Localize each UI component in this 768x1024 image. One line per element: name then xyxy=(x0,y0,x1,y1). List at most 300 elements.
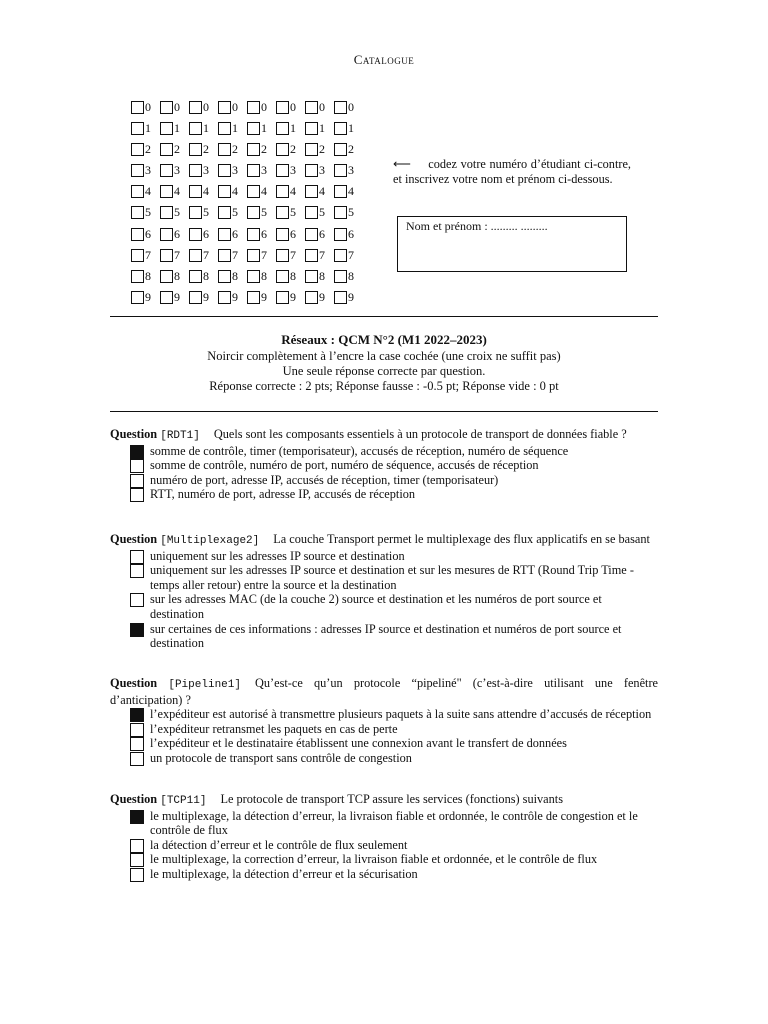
checkbox-square[interactable] xyxy=(247,143,260,156)
id-digit-checkbox[interactable] xyxy=(189,119,218,137)
id-digit-checkbox[interactable] xyxy=(189,140,218,158)
answer-checkbox[interactable] xyxy=(130,723,144,737)
checkbox-square[interactable] xyxy=(305,101,318,114)
answer-checkbox[interactable] xyxy=(130,853,144,867)
checkbox-square[interactable] xyxy=(160,143,173,156)
question-heading xyxy=(110,676,658,707)
id-digit-checkbox[interactable] xyxy=(334,119,363,137)
checkbox-square[interactable] xyxy=(189,291,202,304)
checkbox-square[interactable] xyxy=(247,270,260,283)
id-digit-checkbox[interactable] xyxy=(334,268,363,286)
id-digit-checkbox[interactable] xyxy=(131,98,160,116)
checkbox-square[interactable] xyxy=(131,291,144,304)
id-digit-checkbox[interactable] xyxy=(247,268,276,286)
id-digit-checkbox[interactable] xyxy=(305,119,334,137)
answer-text: uniquement sur les adresses IP source et destination et sur les mesures de RTT (Round Trip Time - temps aller retour) entre la source et la destination xyxy=(150,563,634,592)
answer-option[interactable] xyxy=(110,473,658,488)
digit-label: 1 xyxy=(290,120,296,135)
id-digit-checkbox[interactable] xyxy=(218,119,247,137)
checkbox-square[interactable] xyxy=(218,185,231,198)
question-block xyxy=(110,532,658,651)
digit-label: 1 xyxy=(319,120,325,135)
digit-label: 7 xyxy=(174,247,180,262)
answer-text: RTT, numéro de port, adresse IP, accusés de réception xyxy=(150,487,416,502)
id-grid-row xyxy=(131,140,363,161)
id-digit-checkbox[interactable] xyxy=(334,140,363,158)
checkbox-square[interactable] xyxy=(305,249,318,262)
id-digit-checkbox[interactable] xyxy=(247,289,276,307)
id-digit-checkbox[interactable] xyxy=(189,268,218,286)
question-label: Question xyxy=(110,427,158,441)
id-digit-checkbox[interactable] xyxy=(160,268,189,286)
checkbox-square[interactable] xyxy=(218,101,231,114)
id-digit-checkbox[interactable] xyxy=(131,289,160,307)
checkbox-square[interactable] xyxy=(218,270,231,283)
page-header-title: Catalogue xyxy=(353,52,415,67)
checkbox-square[interactable] xyxy=(334,185,347,198)
id-grid-row xyxy=(131,162,363,183)
question-block xyxy=(110,676,658,766)
id-digit-checkbox[interactable] xyxy=(131,225,160,243)
id-digit-checkbox[interactable] xyxy=(160,225,189,243)
id-digit-checkbox[interactable] xyxy=(160,204,189,222)
digit-label: 9 xyxy=(145,290,151,305)
answer-checkbox[interactable] xyxy=(130,459,144,473)
checkbox-square[interactable] xyxy=(334,164,347,177)
checkbox-square[interactable] xyxy=(247,206,260,219)
digit-label: 2 xyxy=(232,141,238,156)
checkbox-square[interactable] xyxy=(305,228,318,241)
checkbox-square[interactable] xyxy=(131,164,144,177)
digit-label: 3 xyxy=(174,163,180,178)
checkbox-square[interactable] xyxy=(276,291,289,304)
id-digit-checkbox[interactable] xyxy=(189,246,218,264)
digit-label: 6 xyxy=(290,226,296,241)
id-digit-checkbox[interactable] xyxy=(131,204,160,222)
id-digit-checkbox[interactable] xyxy=(276,98,305,116)
answer-text: le multiplexage, la détection d’erreur et la sécurisation xyxy=(150,866,418,881)
id-digit-checkbox[interactable] xyxy=(218,289,247,307)
checkbox-square[interactable] xyxy=(276,164,289,177)
digit-label: 9 xyxy=(290,290,296,305)
checkbox-square[interactable] xyxy=(334,101,347,114)
checkbox-square[interactable] xyxy=(160,291,173,304)
checkbox-square[interactable] xyxy=(247,185,260,198)
digit-label: 3 xyxy=(348,163,354,178)
digit-label: 9 xyxy=(319,290,325,305)
digit-label: 9 xyxy=(261,290,267,305)
digit-label: 4 xyxy=(203,184,209,199)
checkbox-square[interactable] xyxy=(131,185,144,198)
answer-checkbox[interactable] xyxy=(130,839,144,853)
digit-label: 7 xyxy=(261,247,267,262)
id-digit-checkbox[interactable] xyxy=(334,98,363,116)
digit-label: 0 xyxy=(348,99,354,114)
id-digit-checkbox[interactable] xyxy=(276,225,305,243)
id-digit-checkbox[interactable] xyxy=(160,98,189,116)
checkbox-square[interactable] xyxy=(189,143,202,156)
id-digit-checkbox[interactable] xyxy=(276,289,305,307)
checkbox-square[interactable] xyxy=(131,122,144,135)
checkbox-square[interactable] xyxy=(247,101,260,114)
answer-option[interactable] xyxy=(110,444,658,459)
id-digit-checkbox[interactable] xyxy=(131,162,160,180)
answer-checkbox-checked[interactable] xyxy=(130,623,144,637)
question-id: [TCP11] xyxy=(160,795,207,807)
checkbox-square[interactable] xyxy=(131,270,144,283)
answer-option[interactable] xyxy=(110,809,658,838)
digit-label: 8 xyxy=(261,269,267,283)
digit-label: 2 xyxy=(319,141,325,156)
id-digit-checkbox[interactable] xyxy=(334,246,363,264)
instruction-text: codez votre numéro d’étudiant ci-contre, et inscrivez votre nom et prénom ci-dessous. xyxy=(393,157,632,186)
id-digit-checkbox[interactable] xyxy=(160,289,189,307)
id-digit-checkbox[interactable] xyxy=(247,98,276,116)
id-digit-checkbox[interactable] xyxy=(218,268,247,286)
id-digit-checkbox[interactable] xyxy=(276,183,305,201)
answer-checkbox[interactable] xyxy=(130,752,144,766)
id-digit-checkbox[interactable] xyxy=(305,162,334,180)
digit-label: 2 xyxy=(261,141,267,156)
digit-label: 8 xyxy=(145,269,151,283)
id-digit-checkbox[interactable] xyxy=(247,183,276,201)
id-digit-checkbox[interactable] xyxy=(305,268,334,286)
id-digit-checkbox[interactable] xyxy=(276,119,305,137)
digit-label: 8 xyxy=(290,269,296,283)
digit-label: 3 xyxy=(319,163,325,178)
digit-label: 0 xyxy=(232,99,238,114)
digit-label: 9 xyxy=(174,290,180,305)
id-digit-checkbox[interactable] xyxy=(160,140,189,158)
id-digit-checkbox[interactable] xyxy=(334,289,363,307)
digit-label: 0 xyxy=(290,99,296,114)
answer-option[interactable] xyxy=(110,838,658,853)
checkbox-square[interactable] xyxy=(276,122,289,135)
id-digit-checkbox[interactable] xyxy=(305,204,334,222)
id-digit-checkbox[interactable] xyxy=(218,246,247,264)
id-digit-checkbox[interactable] xyxy=(131,246,160,264)
checkbox-square[interactable] xyxy=(218,122,231,135)
id-digit-checkbox[interactable] xyxy=(218,183,247,201)
id-digit-checkbox[interactable] xyxy=(334,225,363,243)
id-digit-checkbox[interactable] xyxy=(305,140,334,158)
checkbox-square[interactable] xyxy=(334,249,347,262)
question-id: [RDT1] xyxy=(160,430,200,442)
digit-label: 3 xyxy=(290,163,296,178)
divider-top xyxy=(110,316,658,317)
id-digit-checkbox[interactable] xyxy=(247,162,276,180)
digit-label: 9 xyxy=(348,290,354,305)
answer-option[interactable] xyxy=(110,736,658,751)
id-digit-checkbox[interactable] xyxy=(131,140,160,158)
answer-option[interactable] xyxy=(110,867,658,882)
checkbox-square[interactable] xyxy=(218,206,231,219)
checkbox-square[interactable] xyxy=(131,143,144,156)
digit-label: 9 xyxy=(203,290,209,305)
id-digit-checkbox[interactable] xyxy=(218,162,247,180)
answer-text: numéro de port, adresse IP, accusés de réception, timer (temporisateur) xyxy=(150,472,499,487)
digit-label: 6 xyxy=(261,226,267,241)
divider-bottom xyxy=(110,411,658,412)
id-digit-checkbox[interactable] xyxy=(218,140,247,158)
answer-checkbox[interactable] xyxy=(130,868,144,882)
id-digit-checkbox[interactable] xyxy=(276,140,305,158)
checkbox-square[interactable] xyxy=(131,228,144,241)
answer-text: l’expéditeur retransmet les paquets en cas de perte xyxy=(150,721,398,736)
digit-label: 0 xyxy=(145,99,151,114)
checkbox-square[interactable] xyxy=(276,143,289,156)
id-digit-checkbox[interactable] xyxy=(189,162,218,180)
checkbox-square[interactable] xyxy=(305,122,318,135)
answer-option[interactable] xyxy=(110,751,658,766)
checkbox-square[interactable] xyxy=(189,101,202,114)
checkbox-square[interactable] xyxy=(189,249,202,262)
answer-checkbox-checked[interactable] xyxy=(130,810,144,824)
id-digit-checkbox[interactable] xyxy=(131,268,160,286)
checkbox-square[interactable] xyxy=(276,206,289,219)
id-digit-checkbox[interactable] xyxy=(131,183,160,201)
id-digit-checkbox[interactable] xyxy=(189,183,218,201)
digit-label: 8 xyxy=(174,269,180,283)
student-id-grid xyxy=(131,98,363,310)
answer-checkbox-checked[interactable] xyxy=(130,708,144,722)
checkbox-square[interactable] xyxy=(334,143,347,156)
id-digit-checkbox[interactable] xyxy=(305,225,334,243)
checkbox-square[interactable] xyxy=(334,206,347,219)
answer-text: sur certaines de ces informations : adresses IP source et destination et numéros de port source et destination xyxy=(150,621,622,651)
checkbox-square[interactable] xyxy=(160,228,173,241)
digit-label: 6 xyxy=(319,226,325,241)
answer-option[interactable] xyxy=(110,563,658,592)
digit-label: 8 xyxy=(319,269,325,283)
answer-option[interactable] xyxy=(110,487,658,502)
checkbox-square[interactable] xyxy=(189,270,202,283)
id-digit-checkbox[interactable] xyxy=(276,162,305,180)
name-field[interactable] xyxy=(397,216,627,272)
id-grid-row xyxy=(131,98,363,119)
id-digit-checkbox[interactable] xyxy=(305,246,334,264)
id-digit-checkbox[interactable] xyxy=(131,119,160,137)
checkbox-square[interactable] xyxy=(218,249,231,262)
answer-text: le multiplexage, la détection d’erreur, la livraison fiable et ordonnée, le contrôle de congestion et le contrôle de flux xyxy=(150,808,638,838)
checkbox-square[interactable] xyxy=(160,101,173,114)
answer-option[interactable] xyxy=(110,722,658,737)
checkbox-square[interactable] xyxy=(131,206,144,219)
id-digit-checkbox[interactable] xyxy=(160,119,189,137)
digit-label: 5 xyxy=(319,205,325,220)
id-digit-checkbox[interactable] xyxy=(305,98,334,116)
id-digit-checkbox[interactable] xyxy=(160,183,189,201)
checkbox-square[interactable] xyxy=(305,164,318,177)
digit-label: 5 xyxy=(290,205,296,220)
digit-label: 5 xyxy=(261,205,267,220)
id-digit-checkbox[interactable] xyxy=(334,162,363,180)
answer-checkbox[interactable] xyxy=(130,564,144,578)
checkbox-square[interactable] xyxy=(305,291,318,304)
question-block xyxy=(110,427,658,502)
checkbox-square[interactable] xyxy=(189,206,202,219)
answer-checkbox[interactable] xyxy=(130,474,144,488)
answer-checkbox[interactable] xyxy=(130,593,144,607)
id-digit-checkbox[interactable] xyxy=(247,140,276,158)
answer-option[interactable] xyxy=(110,592,658,621)
checkbox-square[interactable] xyxy=(160,185,173,198)
id-digit-checkbox[interactable] xyxy=(189,98,218,116)
answer-text: somme de contrôle, numéro de port, numéro de séquence, accusés de réception xyxy=(150,458,539,473)
id-digit-checkbox[interactable] xyxy=(276,268,305,286)
checkbox-square[interactable] xyxy=(160,122,173,135)
id-digit-checkbox[interactable] xyxy=(247,119,276,137)
exam-title: Réseaux : QCM N°2 (M1 2022–2023) xyxy=(281,332,487,347)
id-digit-checkbox[interactable] xyxy=(247,204,276,222)
digit-label: 1 xyxy=(174,120,180,135)
digit-label: 2 xyxy=(203,141,209,156)
answer-checkbox-checked[interactable] xyxy=(130,445,144,459)
checkbox-square[interactable] xyxy=(247,122,260,135)
checkbox-square[interactable] xyxy=(218,291,231,304)
checkbox-square[interactable] xyxy=(334,270,347,283)
checkbox-square[interactable] xyxy=(276,101,289,114)
answer-option[interactable] xyxy=(110,622,658,651)
digit-label: 8 xyxy=(203,269,209,283)
checkbox-square[interactable] xyxy=(276,185,289,198)
question-heading xyxy=(110,427,658,444)
checkbox-square[interactable] xyxy=(276,270,289,283)
answer-checkbox[interactable] xyxy=(130,737,144,751)
checkbox-square[interactable] xyxy=(160,270,173,283)
digit-label: 7 xyxy=(232,247,238,262)
id-digit-checkbox[interactable] xyxy=(247,225,276,243)
id-digit-checkbox[interactable] xyxy=(189,204,218,222)
id-grid-row xyxy=(131,204,363,225)
answer-option[interactable] xyxy=(110,852,658,867)
digit-label: 3 xyxy=(203,163,209,178)
checkbox-square[interactable] xyxy=(160,206,173,219)
digit-label: 0 xyxy=(319,99,325,114)
checkbox-square[interactable] xyxy=(189,228,202,241)
digit-label: 4 xyxy=(261,184,267,199)
question-label: Question xyxy=(110,532,158,546)
digit-label: 4 xyxy=(232,184,238,199)
checkbox-square[interactable] xyxy=(276,249,289,262)
checkbox-square[interactable] xyxy=(160,164,173,177)
id-digit-checkbox[interactable] xyxy=(160,162,189,180)
digit-label: 2 xyxy=(290,141,296,156)
question-id: [Multiplexage2] xyxy=(160,535,260,547)
id-grid-row xyxy=(131,225,363,246)
digit-label: 8 xyxy=(232,269,238,283)
checkbox-square[interactable] xyxy=(189,122,202,135)
checkbox-square[interactable] xyxy=(334,228,347,241)
exam-rule-2: Une seule réponse correcte par question. xyxy=(282,364,486,378)
digit-label: 4 xyxy=(174,184,180,199)
checkbox-square[interactable] xyxy=(189,185,202,198)
id-instruction xyxy=(393,157,631,187)
checkbox-square[interactable] xyxy=(305,270,318,283)
checkbox-square[interactable] xyxy=(218,164,231,177)
digit-label: 6 xyxy=(203,226,209,241)
exam-rule-1: Noircir complètement à l’encre la case cochée (une croix ne suffit pas) xyxy=(207,349,561,363)
answer-option[interactable] xyxy=(110,707,658,722)
id-digit-checkbox[interactable] xyxy=(305,183,334,201)
digit-label: 0 xyxy=(203,99,209,114)
question-text: Le protocole de transport TCP assure les services (fonctions) suivants xyxy=(220,792,563,806)
checkbox-square[interactable] xyxy=(160,249,173,262)
digit-label: 6 xyxy=(145,226,151,241)
digit-label: 5 xyxy=(348,205,354,220)
checkbox-square[interactable] xyxy=(131,101,144,114)
digit-label: 5 xyxy=(145,205,151,220)
question-text: La couche Transport permet le multiplexage des flux applicatifs en se basant xyxy=(273,532,650,546)
digit-label: 3 xyxy=(145,163,151,178)
checkbox-square[interactable] xyxy=(189,164,202,177)
checkbox-square[interactable] xyxy=(247,164,260,177)
digit-label: 1 xyxy=(261,120,267,135)
answer-option[interactable] xyxy=(110,549,658,564)
digit-label: 7 xyxy=(319,247,325,262)
digit-label: 2 xyxy=(145,141,151,156)
id-digit-checkbox[interactable] xyxy=(305,289,334,307)
digit-label: 1 xyxy=(145,120,151,135)
checkbox-square[interactable] xyxy=(305,206,318,219)
id-grid-row xyxy=(131,289,363,310)
id-digit-checkbox[interactable] xyxy=(334,204,363,222)
id-digit-checkbox[interactable] xyxy=(247,246,276,264)
id-digit-checkbox[interactable] xyxy=(189,289,218,307)
question-block xyxy=(110,792,658,882)
answer-text: le multiplexage, la correction d’erreur, la livraison fiable et ordonnée, et le contrôle de flux xyxy=(150,852,598,867)
checkbox-square[interactable] xyxy=(218,143,231,156)
checkbox-square[interactable] xyxy=(218,228,231,241)
question-label: Question xyxy=(110,676,158,690)
id-digit-checkbox[interactable] xyxy=(218,225,247,243)
id-digit-checkbox[interactable] xyxy=(189,225,218,243)
answer-checkbox[interactable] xyxy=(130,550,144,564)
digit-label: 6 xyxy=(348,226,354,241)
checkbox-square[interactable] xyxy=(247,228,260,241)
name-field-label: Nom et prénom : ......... ......... xyxy=(406,219,548,233)
answer-text: l’expéditeur est autorisé à transmettre plusieurs paquets à la suite sans attendre d’accusés de réception xyxy=(150,707,652,722)
id-digit-checkbox[interactable] xyxy=(276,204,305,222)
digit-label: 3 xyxy=(261,163,267,178)
question-text: Qu’est-ce qu’un protocole “pipeliné" (c’est-à-dire utilisant une fenêtre d’anticipation) ? xyxy=(110,676,658,707)
id-grid-row xyxy=(131,246,363,267)
checkbox-square[interactable] xyxy=(305,185,318,198)
id-digit-checkbox[interactable] xyxy=(276,246,305,264)
id-digit-checkbox[interactable] xyxy=(218,98,247,116)
checkbox-square[interactable] xyxy=(305,143,318,156)
digit-label: 0 xyxy=(261,99,267,114)
checkbox-square[interactable] xyxy=(334,291,347,304)
digit-label: 9 xyxy=(232,290,238,305)
checkbox-square[interactable] xyxy=(334,122,347,135)
digit-label: 4 xyxy=(290,184,296,199)
id-digit-checkbox[interactable] xyxy=(218,204,247,222)
id-digit-checkbox[interactable] xyxy=(160,246,189,264)
digit-label: 3 xyxy=(232,163,238,178)
digit-label: 1 xyxy=(348,120,354,135)
answer-checkbox[interactable] xyxy=(130,488,144,502)
checkbox-square[interactable] xyxy=(247,249,260,262)
digit-label: 5 xyxy=(232,205,238,220)
id-digit-checkbox[interactable] xyxy=(334,183,363,201)
checkbox-square[interactable] xyxy=(276,228,289,241)
exam-header xyxy=(0,332,768,394)
answer-option[interactable] xyxy=(110,458,658,473)
checkbox-square[interactable] xyxy=(131,249,144,262)
digit-label: 7 xyxy=(203,247,209,262)
checkbox-square[interactable] xyxy=(247,291,260,304)
